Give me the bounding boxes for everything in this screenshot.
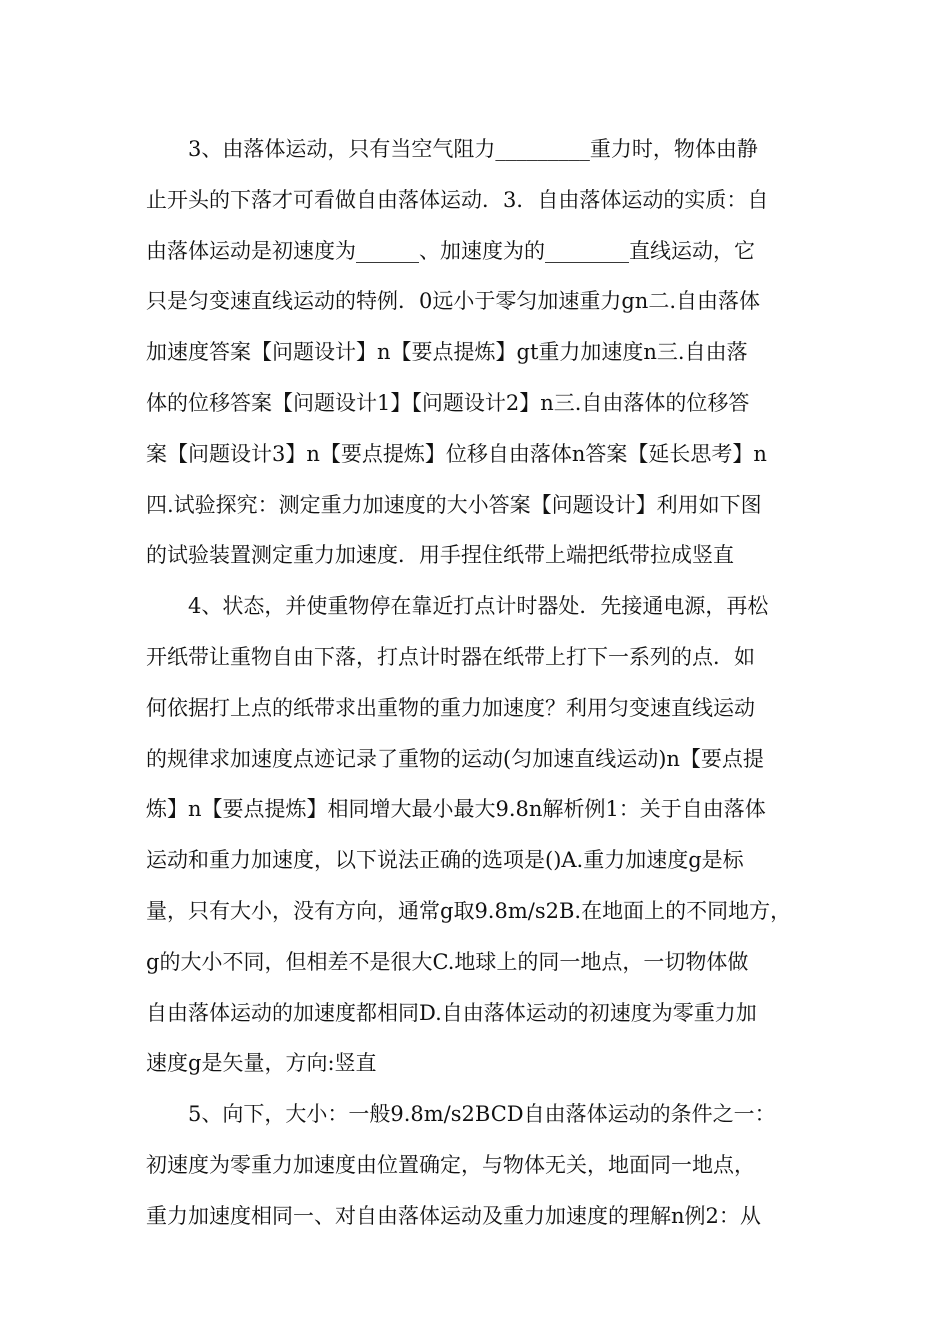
- text-line: 炼】n【要点提炼】相同增大最小最大9.8n解析例1：关于自由落体: [146, 797, 766, 822]
- text-line: 止开头的下落才可看做自由落体运动．3．自由落体运动的实质：自: [146, 187, 769, 212]
- text-line: 的规律求加速度点迹记录了重物的运动(匀加速直线运动)n【要点提: [146, 746, 764, 771]
- text-line: 初速度为零重力加速度由位置确定，与物体无关，地面同一地点，: [146, 1152, 755, 1177]
- text-line: 重力加速度相同一、对自由落体运动及重力加速度的理解n例2：从: [146, 1203, 761, 1228]
- text-line: 由落体运动是初速度为______、加速度为的________直线运动，它: [146, 238, 755, 263]
- text-line: 的试验装置测定重力加速度．用手捏住纸带上端把纸带拉成竖直: [146, 543, 734, 568]
- paragraph-4: [146, 581, 826, 1089]
- text-line: g的大小不同，但相差不是很大C.地球上的同一地点，一切物体做: [146, 949, 749, 974]
- paragraph-5: [146, 1089, 826, 1241]
- text-line: 量，只有大小，没有方向，通常g取9.8m/s2B.在地面上的不同地方，: [146, 898, 792, 923]
- paragraph-3: [146, 124, 826, 581]
- text-line: 体的位移答案【问题设计1】【问题设计2】n三.自由落体的位移答: [146, 390, 750, 415]
- text-line: 开纸带让重物自由下落，打点计时器在纸带上打下一系列的点．如: [146, 644, 755, 669]
- text-line: 5、向下，大小：一般9.8m/s2BCD自由落体运动的条件之一：: [188, 1102, 776, 1127]
- text-line: 3、由落体运动，只有当空气阻力_________重力时，物体由静: [188, 137, 758, 161]
- text-line: 运动和重力加速度，以下说法正确的选项是()A.重力加速度g是标: [146, 848, 744, 873]
- text-line: 速度g是矢量，方向:竖直: [146, 1051, 377, 1076]
- text-line: 自由落体运动的加速度都相同D.自由落体运动的初速度为零重力加: [146, 1000, 757, 1025]
- text-line: 何依据打上点的纸带求出重物的重力加速度？利用匀变速直线运动: [146, 695, 755, 720]
- text-line: 四.试验探究：测定重力加速度的大小答案【问题设计】利用如下图: [146, 492, 762, 517]
- text-line: 只是匀变速直线运动的特例．0远小于零匀加速重力gn二.自由落体: [146, 289, 761, 314]
- text-line: 加速度答案【问题设计】n【要点提炼】gt重力加速度n三.自由落: [146, 340, 748, 365]
- document-body: [146, 124, 826, 1242]
- text-line: 案【问题设计3】n【要点提炼】位移自由落体n答案【延长思考】n: [146, 441, 767, 466]
- text-line: 4、状态，并使重物停在靠近打点计时器处．先接通电源，再松: [188, 594, 769, 619]
